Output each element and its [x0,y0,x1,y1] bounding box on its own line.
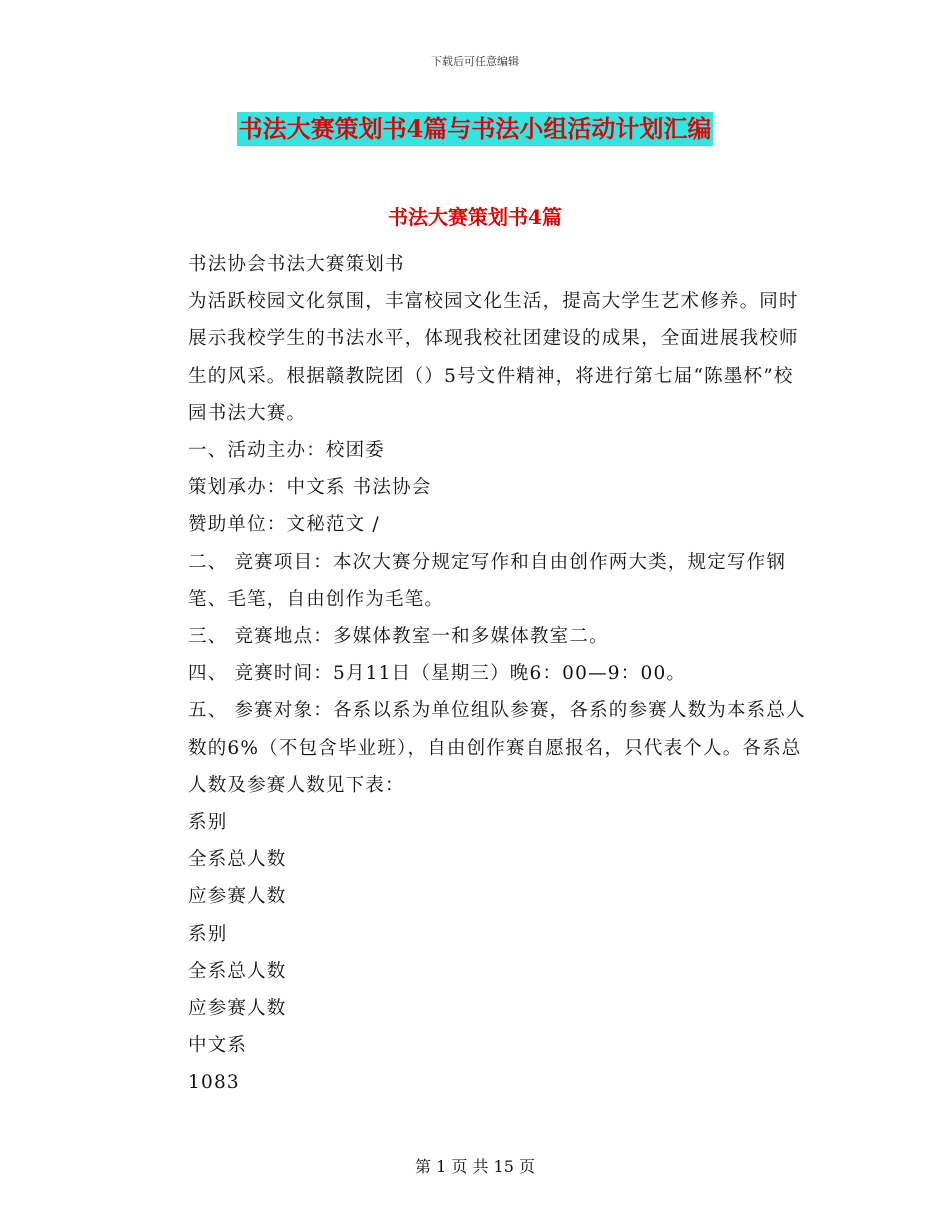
table-cell-text: 1083 [188,1072,240,1094]
table-cell-text: 系别 [188,923,228,945]
table-cell-text: 应参赛人数 [188,886,287,908]
section-title: 书法大赛策划书4篇 [388,205,562,229]
paragraph: 策划承办：中文系 书法协会 [188,477,432,499]
document-title-text: 书法大赛策划书4篇与书法小组活动计划汇编 [237,112,714,146]
paragraph: 四、 竞赛时间：5月11日（星期三）晚6：00—9：00。 [188,663,687,685]
paragraph: 书法协会书法大赛策划书 [188,254,405,275]
paragraph: 二、 竞赛项目：本次大赛分规定写作和自由创作两大类，规定写作钢笔、毛笔，自由创作为毛笔。 [188,551,787,610]
paragraph: 一、活动主办：校团委 [188,440,386,462]
paragraph: 三、 竞赛地点：多媒体教室一和多媒体教室二。 [188,626,609,648]
paragraph: 赞助单位：文秘范文 / [188,514,380,536]
page-footer: 第 1 页 共 15 页 [415,1157,535,1176]
paragraph: 五、 参赛对象：各系以系为单位组队参赛，各系的参赛人数为本系总人数的6%（不包含毕业班），自由创作赛自愿报名，只代表个人。各系总人数及参赛人数见下表： [188,700,806,796]
table-cell-text: 全系总人数 [188,960,287,982]
paragraph: 为活跃校园文化氛围，丰富校园文化生活，提高大学生艺术修养。同时展示我校学生的书法水平，体现我校社团建设的成果，全面进展我校师生的风采。根据赣教院团（）5号文件精神，将进行第七届“陈墨杯”校园书法大赛。 [188,291,799,424]
table-cell-text: 应参赛人数 [188,998,287,1020]
table-cell-text: 全系总人数 [188,849,287,871]
header-note: 下载后可任意编辑 [431,55,519,68]
table-cell-text: 中文系 [188,1035,248,1057]
document-title [0,112,950,146]
document-body [142,246,810,1102]
table-cell-text: 系别 [188,812,228,834]
